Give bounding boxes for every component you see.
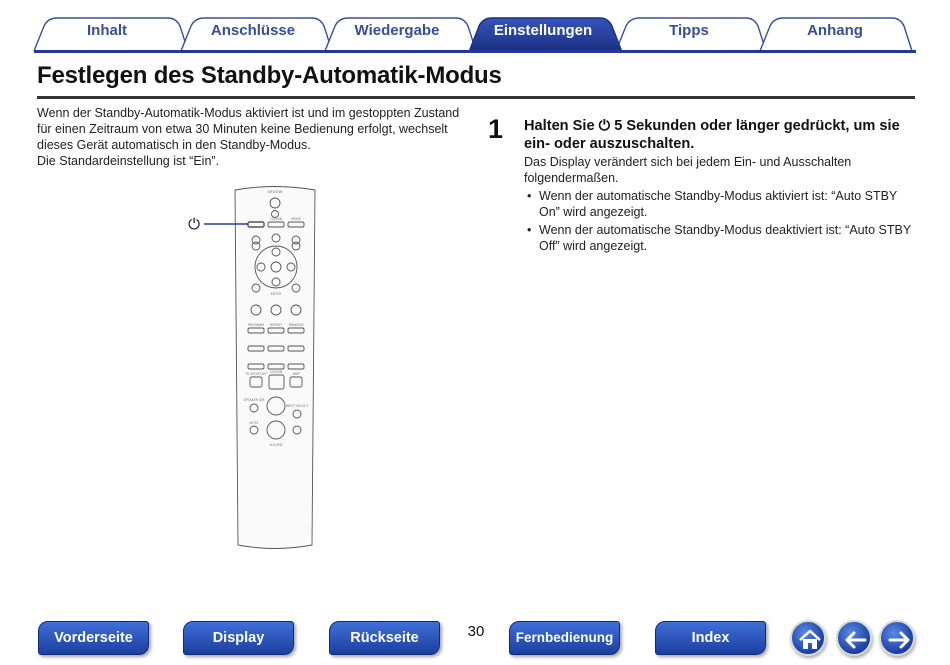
remote-label-speaker: SPEAKER A/B — [243, 398, 265, 402]
remote-label-mute: MUTE — [249, 421, 259, 425]
remote-label-cdusb-2: CD/USB — [269, 370, 283, 374]
home-icon — [792, 622, 828, 658]
remote-label-tv: TV SPDIF/OPT — [245, 372, 267, 376]
bullet-auto-stby-off: • Wenn der automatische Standby-Modus deaktiviert ist: “Auto STBY Off” wird angezeigt. — [524, 222, 916, 254]
tab-wiedergabe[interactable]: Wiedergabe — [354, 22, 440, 39]
tab-einstellungen[interactable]: Einstellungen — [493, 22, 593, 39]
remote-label-repeat: REPEAT — [269, 323, 283, 327]
title-divider — [37, 96, 915, 99]
remote-label-mode: MODE — [291, 217, 301, 221]
bullet-auto-stby-on: • Wenn der automatische Standby-Modus aktiviert ist: “Auto STBY On” wird angezeigt. — [524, 188, 916, 220]
step-number: 1 — [488, 114, 504, 144]
remote-label-amp: AMP — [292, 372, 300, 376]
remote-label-volume: VOLUME — [269, 443, 283, 447]
step-title — [524, 117, 916, 153]
fernbedienung-button[interactable]: Fernbedienung — [509, 621, 620, 655]
default-setting-note: Die Standardeinstellung ist “Ein”. — [37, 154, 220, 168]
intro-paragraph: Wenn der Standby-Automatik-Modus aktiviert ist und im gestoppten Zustand für einen Zeitraum von etwa 30 Minuten keine Bedienung erfolgt, wechselt dieses Gerät automatisch in den Standby-Modus. — [37, 106, 460, 152]
step-description: Das Display verändert sich bei jedem Ein- und Ausschalten folgendermaßen. — [524, 155, 852, 185]
arrow-left-icon — [838, 622, 874, 658]
intro-text — [37, 105, 465, 169]
tab-bar — [0, 0, 950, 56]
forward-button[interactable] — [879, 620, 915, 656]
remote-label-program: PROGRAM — [247, 323, 265, 327]
page-number: 30 — [467, 623, 485, 640]
index-button[interactable]: Index — [655, 621, 766, 655]
page-title: Festlegen des Standby-Automatik-Modus — [37, 62, 502, 89]
step-title-after: 5 Sekunden oder länger gedrückt, um sie ein- oder auszuschalten. — [524, 118, 900, 152]
remote-control-drawing — [180, 180, 330, 555]
step-title-before: Halten Sie — [524, 118, 595, 134]
tab-inhalt[interactable]: Inhalt — [87, 22, 127, 39]
power-icon: ⏻ — [598, 117, 611, 134]
vorderseite-button[interactable]: Vorderseite — [38, 621, 149, 655]
back-button[interactable] — [836, 620, 872, 656]
power-icon: ⏻ — [188, 215, 200, 233]
remote-label-input: INPUT SELECT — [285, 404, 309, 408]
rueckseite-button[interactable]: Rückseite — [329, 621, 440, 655]
home-button[interactable] — [790, 620, 826, 656]
display-button[interactable]: Display — [183, 621, 294, 655]
remote-illustration — [180, 180, 330, 560]
step-bullets — [524, 188, 916, 256]
tab-anschluesse[interactable]: Anschlüsse — [210, 22, 296, 39]
remote-label-enter: ENTER — [270, 292, 282, 296]
tab-anhang[interactable]: Anhang — [807, 22, 863, 39]
arrow-right-icon — [881, 622, 917, 658]
remote-label-top: INFO/DIM — [267, 190, 283, 194]
remote-label-cdusb: CD/USB — [269, 217, 283, 221]
remote-label-random: RANDOM — [288, 323, 304, 327]
tab-tipps[interactable]: Tipps — [669, 22, 709, 39]
